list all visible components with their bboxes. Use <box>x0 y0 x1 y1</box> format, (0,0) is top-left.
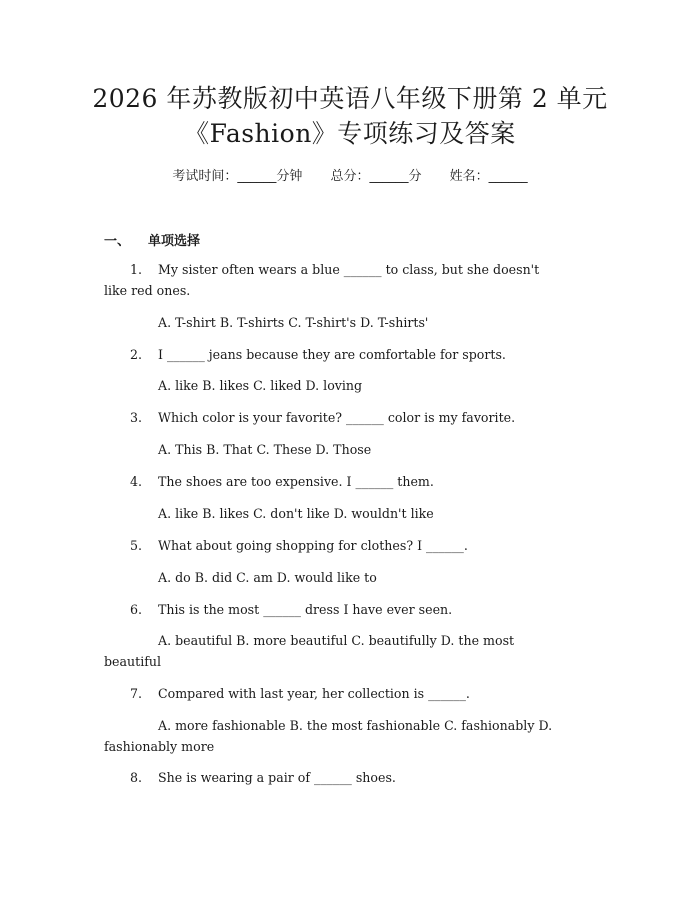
question-4-options: A. like B. likes C. don't like D. wouldn't like <box>158 506 434 521</box>
document-title-line-1: 2026 年苏教版初中英语八年级下册第 2 单元 <box>92 84 608 113</box>
exam-score: 总分：______分 <box>330 169 422 184</box>
exam-time: 考试时间：______分钟 <box>172 169 303 184</box>
question-text: I ______ jeans because they are comfortable for sports. <box>158 347 506 362</box>
exam-name: 姓名：______ <box>449 169 528 184</box>
question-text: Compared with last year, her collection is ______. <box>158 686 470 701</box>
question-text: Which color is your favorite? ______ color is my favorite. <box>158 410 516 425</box>
question-6-options-continued: beautiful <box>104 654 162 669</box>
question-number: 3. <box>130 410 143 425</box>
question-number: 7. <box>130 686 143 701</box>
question-3-options: A. This B. That C. These D. Those <box>158 442 372 457</box>
question-number: 1. <box>130 262 143 277</box>
question-number: 5. <box>130 538 143 553</box>
question-6-options: A. beautiful B. more beautiful C. beautifully D. the most <box>158 633 515 648</box>
question-number: 4. <box>130 474 143 489</box>
question-5-stem <box>104 536 584 556</box>
question-text: The shoes are too expensive. I ______ them. <box>158 474 434 489</box>
question-8-stem <box>104 768 584 788</box>
question-number: 2. <box>130 347 143 362</box>
question-2-stem <box>104 345 584 365</box>
section-number: 一、 <box>104 234 131 249</box>
question-text: This is the most ______ dress I have ever seen. <box>158 602 453 617</box>
question-7-options: A. more fashionable B. the most fashionable C. fashionably D. <box>158 718 553 733</box>
question-4-stem <box>104 472 584 492</box>
exam-info <box>0 168 700 186</box>
question-text: She is wearing a pair of ______ shoes. <box>158 770 396 785</box>
question-3-stem <box>104 408 584 428</box>
question-1-stem-continued: like red ones. <box>104 283 191 298</box>
question-7-stem <box>104 684 584 704</box>
question-number: 6. <box>130 602 143 617</box>
question-1-stem <box>104 260 584 280</box>
section-heading <box>104 230 200 249</box>
question-7-options-continued: fashionably more <box>104 739 215 754</box>
question-number: 8. <box>130 770 143 785</box>
question-5-options: A. do B. did C. am D. would like to <box>158 570 377 585</box>
question-1-options: A. T-shirt B. T-shirts C. T-shirt's D. T-shirts' <box>158 315 429 330</box>
section-title: 单项选择 <box>148 234 201 249</box>
question-text: My sister often wears a blue ______ to class, but she doesn't <box>158 262 540 277</box>
question-text: What about going shopping for clothes? I ______. <box>158 538 468 553</box>
question-6-stem <box>104 600 584 620</box>
document-title-line-2: 《Fashion》专项练习及答案 <box>184 119 516 148</box>
question-2-options: A. like B. likes C. liked D. loving <box>158 378 363 393</box>
